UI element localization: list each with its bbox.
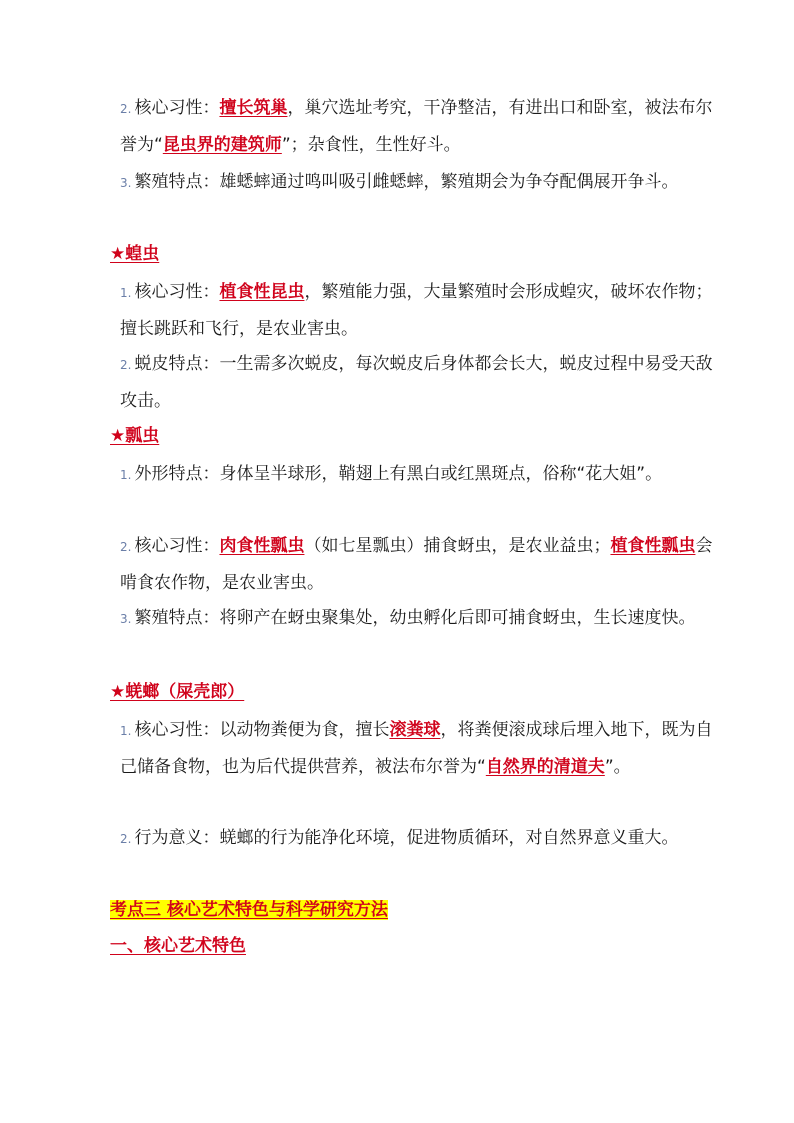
item-label: 繁殖特点： xyxy=(134,172,220,192)
locust-heading: ★蝗虫 xyxy=(110,244,160,264)
item-label: 外形特点： xyxy=(134,464,220,484)
list-number: 2. xyxy=(120,540,132,554)
body-text: 雄蟋蟀通过鸣叫吸引雌蟋蟀，繁殖期会为争夺配偶展开争斗。 xyxy=(219,172,679,192)
keyword-highlight: 滚粪球 xyxy=(389,720,441,740)
list-number: 3. xyxy=(120,612,132,626)
body-text: ”。 xyxy=(604,757,631,777)
ladybug-breeding-paragraph xyxy=(92,600,722,637)
cricket-breeding-paragraph xyxy=(92,164,722,201)
list-number: 1. xyxy=(120,286,132,300)
item-label: 核心习性： xyxy=(134,282,220,302)
body-text: 身体呈半球形，鞘翅上有黑白或红黑斑点，俗称“花大姐”。 xyxy=(219,464,663,484)
body-text: ，将粪便滚成球后埋入地下，既为自己储备食物，也为后代提供营养，被法布尔誉为“ xyxy=(120,720,713,777)
section-title: 考点三 核心艺术特色与科学研究方法 xyxy=(110,900,388,920)
list-number: 2. xyxy=(120,102,132,116)
body-text: 一生需多次蜕皮，每次蜕皮后身体都会长大，蜕皮过程中易受天敌攻击。 xyxy=(120,354,713,411)
body-text: （如七星瓢虫）捕食蚜虫，是农业益虫； xyxy=(304,536,611,556)
list-number: 2. xyxy=(120,832,132,846)
keyword-highlight: 昆虫界的建筑师 xyxy=(162,135,282,155)
item-label: 行为意义： xyxy=(134,828,220,848)
dungbeetle-meaning-paragraph xyxy=(92,820,722,857)
body-text: 蜣螂的行为能净化环境，促进物质循环，对自然界意义重大。 xyxy=(219,828,679,848)
ladybug-heading: ★瓢虫 xyxy=(110,426,160,446)
list-number: 2. xyxy=(120,358,132,372)
body-text: ”；杂食性，生性好斗。 xyxy=(281,135,461,155)
locust-habit-paragraph xyxy=(92,274,722,347)
body-text: 会啃食农作物，是农业害虫。 xyxy=(120,536,713,593)
ladybug-shape-paragraph xyxy=(92,456,722,493)
item-label: 繁殖特点： xyxy=(134,608,220,628)
item-label: 核心习性： xyxy=(134,98,220,118)
cricket-habit-paragraph xyxy=(92,90,722,163)
keyword-highlight: 植食性昆虫 xyxy=(219,282,305,302)
dungbeetle-habit-paragraph xyxy=(92,712,722,785)
body-text: 将卵产在蚜虫聚集处，幼虫孵化后即可捕食蚜虫，生长速度快。 xyxy=(219,608,696,628)
keyword-highlight: 擅长筑巢 xyxy=(219,98,288,118)
body-text: ，巢穴选址考究，干净整洁，有进出口和卧室，被法布尔誉为“ xyxy=(120,98,713,155)
item-label: 核心习性： xyxy=(134,536,220,556)
dungbeetle-heading: ★蜣螂（屎壳郎） xyxy=(110,682,245,702)
list-number: 1. xyxy=(120,724,132,738)
locust-molting-paragraph xyxy=(92,346,722,419)
ladybug-habit-paragraph xyxy=(92,528,722,601)
keyword-highlight: 肉食性瓢虫 xyxy=(219,536,305,556)
body-text: 以动物粪便为食，擅长 xyxy=(219,720,390,740)
subsection-title: 一、核心艺术特色 xyxy=(110,936,246,956)
item-label: 蜕皮特点： xyxy=(134,354,220,374)
item-label: 核心习性： xyxy=(134,720,220,740)
keyword-highlight: 自然界的清道夫 xyxy=(485,757,605,777)
body-text: ，繁殖能力强，大量繁殖时会形成蝗灾，破坏农作物；擅长跳跃和飞行，是农业害虫。 xyxy=(120,282,713,339)
list-number: 1. xyxy=(120,468,132,482)
keyword-highlight: 植食性瓢虫 xyxy=(610,536,696,556)
list-number: 3. xyxy=(120,176,132,190)
